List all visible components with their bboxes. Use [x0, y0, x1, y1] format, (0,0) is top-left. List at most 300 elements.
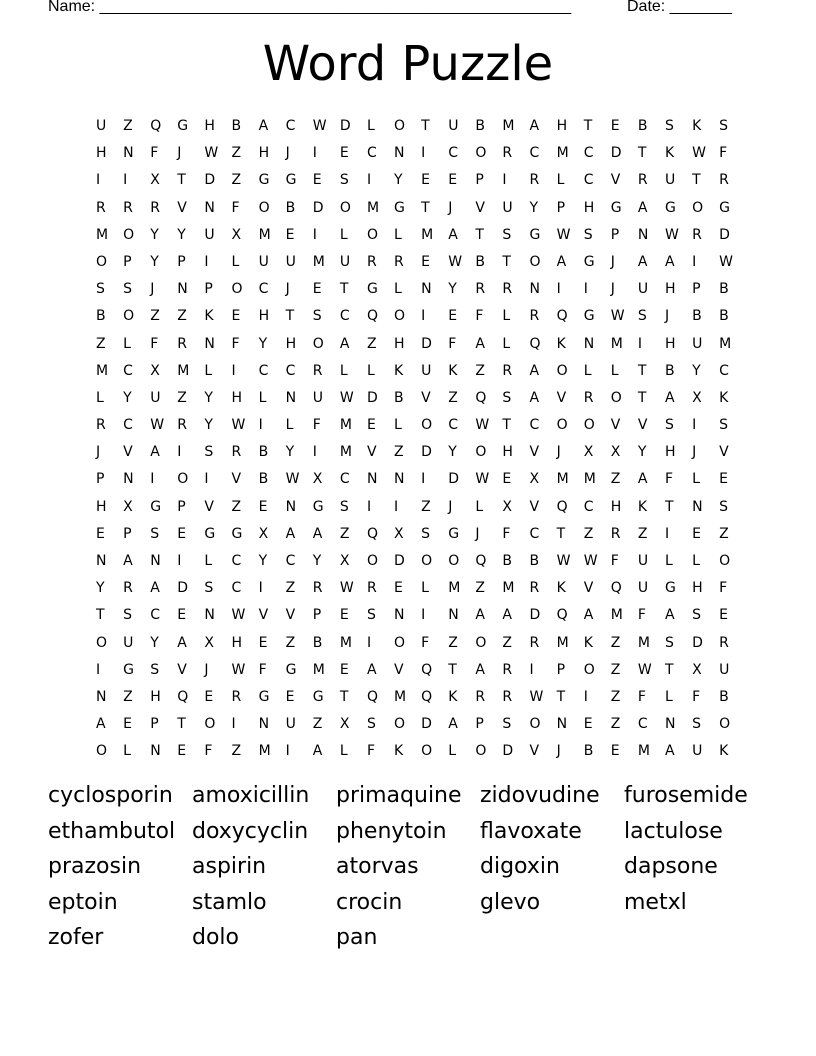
grid-row	[96, 412, 746, 439]
grid-letter: S	[719, 417, 729, 434]
word-list-item: glevo	[480, 889, 541, 915]
grid-letter: Q	[556, 607, 568, 624]
grid-letter: I	[394, 498, 399, 515]
grid-row	[96, 358, 746, 385]
grid-letter: N	[692, 498, 703, 515]
word-list-item: ethambutol	[48, 818, 176, 844]
grid-letter: H	[231, 389, 242, 406]
grid-letter: L	[692, 553, 700, 569]
grid-letter: W	[556, 553, 571, 569]
grid-letter: W	[150, 417, 165, 434]
grid-letter: I	[583, 688, 588, 705]
grid-letter: K	[556, 335, 566, 352]
grid-letter: G	[258, 688, 270, 705]
grid-letter: A	[339, 335, 350, 352]
grid-letter: A	[448, 716, 458, 733]
grid-letter: U	[339, 253, 351, 270]
grid-row	[96, 249, 746, 276]
grid-letter: N	[150, 743, 161, 760]
grid-letter: E	[285, 226, 295, 243]
grid-letter: I	[637, 335, 643, 352]
grid-letter: O	[421, 743, 433, 760]
grid-letter: W	[312, 118, 327, 134]
grid-letter: W	[339, 580, 354, 597]
grid-row	[96, 439, 746, 466]
grid-letter: H	[285, 335, 297, 352]
grid-letter: D	[366, 389, 378, 406]
grid-letter: M	[556, 471, 569, 488]
grid-letter: Y	[177, 226, 186, 243]
grid-letter: T	[285, 308, 295, 325]
grid-letter: C	[529, 417, 540, 434]
grid-letter: C	[719, 362, 729, 379]
grid-letter: E	[177, 607, 187, 624]
grid-letter: N	[204, 335, 215, 352]
grid-letter: L	[583, 362, 592, 379]
grid-letter: O	[366, 226, 378, 243]
grid-letter: V	[637, 417, 648, 434]
grid-letter: E	[502, 471, 512, 488]
grid-letter: D	[421, 444, 432, 461]
grid-letter: F	[637, 688, 646, 705]
grid-letter: N	[394, 471, 405, 488]
grid-letter: V	[475, 199, 485, 216]
grid-letter: L	[339, 362, 348, 379]
grid-letter: B	[664, 362, 675, 379]
grid-letter: R	[231, 688, 242, 705]
grid-letter: W	[664, 226, 679, 243]
grid-letter: X	[258, 525, 269, 542]
grid-letter: G	[312, 688, 324, 705]
grid-letter: M	[258, 226, 271, 243]
grid-letter: A	[529, 118, 540, 134]
grid-letter: U	[150, 389, 161, 406]
grid-letter: P	[96, 471, 105, 488]
grid-letter: C	[366, 145, 377, 162]
grid-letter: Q	[556, 498, 568, 515]
grid-letter: L	[366, 118, 375, 134]
grid-letter: D	[177, 580, 189, 597]
grid-letter: N	[529, 281, 540, 298]
grid-letter: C	[231, 580, 242, 597]
grid-letter: O	[204, 716, 216, 733]
grid-letter: G	[664, 199, 676, 216]
grid-letter: K	[719, 743, 729, 760]
grid-letter: H	[258, 145, 270, 162]
grid-letter: Y	[692, 362, 701, 379]
grid-letter: B	[583, 743, 594, 760]
grid-letter: G	[529, 226, 541, 243]
grid-letter: Q	[421, 688, 433, 705]
grid-letter: O	[231, 281, 243, 298]
grid-letter: P	[556, 661, 566, 678]
grid-letter: P	[312, 607, 322, 624]
grid-letter: R	[366, 580, 377, 597]
grid-letter: N	[285, 389, 297, 406]
grid-letter: O	[583, 661, 595, 678]
grid-letter: O	[394, 634, 406, 651]
grid-letter: W	[529, 688, 544, 705]
grid-letter: M	[96, 362, 109, 379]
grid-letter: F	[312, 417, 321, 434]
grid-letter: J	[285, 281, 290, 298]
grid-letter: J	[556, 444, 561, 461]
grid-letter: P	[150, 716, 159, 733]
grid-letter: Z	[177, 389, 187, 406]
grid-letter: Y	[150, 253, 159, 270]
grid-letter: T	[421, 199, 430, 216]
grid-letter: N	[177, 281, 188, 298]
header-line	[48, 0, 748, 20]
grid-letter: M	[312, 661, 325, 678]
grid-letter: L	[258, 389, 267, 406]
word-list-row	[48, 816, 768, 852]
grid-letter: T	[692, 172, 701, 189]
grid-letter: B	[475, 253, 485, 270]
grid-letter: Y	[150, 634, 159, 651]
grid-letter: W	[556, 226, 571, 243]
grid-letter: C	[231, 553, 242, 569]
grid-letter: W	[583, 553, 598, 569]
grid-letter: Z	[96, 335, 106, 352]
grid-letter: B	[475, 118, 485, 134]
grid-letter: F	[231, 199, 240, 216]
grid-letter: H	[258, 308, 270, 325]
word-list-row	[48, 780, 768, 816]
grid-letter: C	[583, 498, 594, 515]
grid-letter: J	[177, 145, 182, 162]
grid-letter: R	[475, 281, 486, 298]
grid-letter: L	[475, 498, 484, 515]
grid-letter: I	[529, 661, 534, 678]
grid-letter: C	[123, 362, 133, 379]
grid-letter: V	[529, 743, 540, 760]
word-list-item: furosemide	[624, 783, 748, 808]
word-list-item: cyclosporin	[48, 783, 173, 808]
grid-letter: O	[96, 634, 108, 651]
grid-letter: L	[339, 743, 348, 760]
grid-letter: W	[285, 471, 300, 488]
grid-letter: T	[421, 118, 430, 134]
grid-letter: A	[502, 607, 512, 624]
grid-letter: Y	[448, 281, 457, 298]
grid-letter: T	[556, 688, 566, 705]
grid-letter: F	[502, 525, 511, 542]
grid-letter: X	[123, 498, 133, 515]
grid-letter: O	[475, 145, 487, 162]
grid-letter: J	[204, 661, 209, 678]
grid-letter: S	[502, 716, 512, 733]
grid-row	[96, 113, 746, 140]
grid-letter: H	[583, 199, 595, 216]
grid-letter: U	[637, 553, 649, 569]
grid-letter: X	[231, 226, 242, 243]
grid-letter: N	[556, 716, 568, 733]
grid-letter: Z	[394, 444, 404, 461]
grid-letter: X	[692, 661, 702, 678]
grid-letter: A	[312, 525, 323, 542]
grid-letter: R	[150, 199, 160, 216]
grid-letter: G	[123, 661, 134, 678]
grid-letter: U	[664, 172, 676, 189]
grid-letter: F	[610, 553, 619, 569]
grid-letter: R	[366, 253, 377, 270]
grid-letter: F	[475, 308, 484, 325]
grid-letter: D	[421, 335, 432, 352]
grid-letter: I	[312, 226, 317, 243]
grid-letter: K	[583, 634, 593, 651]
grid-letter: A	[96, 716, 106, 733]
grid-letter: L	[285, 417, 294, 434]
grid-letter: P	[692, 281, 701, 298]
grid-letter: D	[692, 634, 703, 651]
grid-letter: O	[258, 199, 270, 216]
grid-letter: N	[150, 553, 161, 569]
grid-letter: X	[692, 389, 702, 406]
grid-letter: A	[475, 607, 485, 624]
grid-letter: O	[692, 199, 704, 216]
grid-row	[96, 657, 746, 684]
grid-letter: W	[204, 145, 219, 162]
grid-letter: P	[556, 199, 566, 216]
grid-letter: S	[692, 607, 701, 624]
grid-letter: Z	[231, 172, 242, 189]
grid-letter: O	[96, 253, 108, 270]
grid-letter: J	[150, 281, 155, 298]
grid-letter: I	[366, 172, 372, 189]
grid-row	[96, 575, 746, 602]
grid-letter: Z	[366, 335, 377, 352]
grid-letter: J	[692, 444, 697, 461]
grid-letter: S	[204, 580, 214, 597]
grid-letter: F	[637, 607, 646, 624]
grid-letter: M	[339, 444, 352, 461]
grid-letter: A	[312, 743, 323, 760]
grid-letter: R	[475, 688, 486, 705]
grid-letter: I	[421, 471, 426, 488]
grid-letter: N	[421, 281, 432, 298]
grid-letter: R	[502, 661, 513, 678]
grid-letter: L	[366, 362, 375, 379]
grid-letter: I	[421, 145, 426, 162]
grid-letter: F	[719, 580, 728, 597]
grid-letter: X	[610, 444, 621, 461]
grid-letter: O	[556, 362, 568, 379]
grid-letter: Z	[475, 580, 485, 597]
grid-row	[96, 222, 746, 249]
grid-letter: U	[285, 253, 296, 270]
grid-letter: H	[231, 634, 242, 651]
grid-letter: N	[448, 607, 459, 624]
grid-letter: C	[529, 145, 540, 162]
grid-letter: U	[719, 661, 730, 678]
grid-letter: V	[258, 607, 269, 624]
grid-letter: B	[258, 471, 269, 488]
grid-letter: R	[583, 389, 594, 406]
grid-letter: E	[692, 525, 701, 542]
grid-letter: A	[637, 199, 648, 216]
grid-letter: H	[664, 281, 676, 298]
grid-letter: O	[421, 553, 433, 569]
grid-letter: G	[583, 253, 595, 270]
grid-letter: M	[96, 226, 109, 243]
grid-letter: C	[448, 145, 458, 162]
grid-letter: U	[96, 118, 107, 134]
grid-letter: K	[394, 362, 404, 379]
grid-letter: L	[204, 553, 213, 569]
grid-letter: G	[610, 199, 622, 216]
grid-letter: G	[231, 525, 243, 542]
grid-row	[96, 521, 746, 548]
grid-letter: F	[150, 145, 159, 162]
word-list-item: primaquine	[336, 783, 462, 808]
grid-letter: Z	[583, 525, 594, 542]
grid-letter: V	[204, 498, 214, 515]
grid-letter: I	[231, 716, 236, 733]
grid-letter: P	[475, 716, 484, 733]
grid-letter: J	[285, 145, 290, 162]
grid-letter: S	[339, 498, 349, 515]
grid-letter: C	[529, 525, 540, 542]
grid-letter: U	[421, 362, 432, 379]
grid-letter: M	[339, 417, 352, 434]
grid-letter: Y	[204, 389, 213, 406]
grid-letter: I	[96, 661, 101, 678]
grid-letter: S	[150, 525, 160, 542]
grid-letter: V	[366, 444, 377, 461]
grid-letter: M	[583, 471, 596, 488]
grid-letter: Z	[610, 471, 621, 488]
grid-letter: C	[339, 471, 350, 488]
grid-letter: Q	[610, 580, 622, 597]
grid-letter: B	[637, 118, 648, 134]
grid-letter: E	[258, 498, 268, 515]
grid-letter: L	[448, 743, 457, 760]
word-list-item: aspirin	[192, 854, 267, 879]
grid-letter: I	[285, 743, 290, 760]
grid-letter: H	[556, 118, 568, 134]
grid-letter: Q	[475, 553, 487, 569]
grid-letter: I	[583, 281, 588, 298]
grid-row	[96, 711, 746, 738]
grid-letter: Y	[285, 444, 295, 461]
grid-letter: R	[719, 172, 729, 189]
grid-letter: T	[96, 607, 105, 624]
grid-row	[96, 303, 746, 330]
grid-letter: Z	[285, 580, 296, 597]
grid-letter: O	[475, 634, 487, 651]
date-field-label[interactable]: Date: _______	[627, 0, 732, 15]
grid-letter: D	[610, 145, 622, 162]
grid-letter: R	[312, 580, 323, 597]
grid-letter: R	[177, 417, 188, 434]
grid-letter: Z	[339, 525, 350, 542]
grid-letter: B	[529, 553, 540, 569]
grid-letter: T	[583, 118, 593, 134]
grid-letter: N	[96, 688, 107, 705]
grid-letter: Z	[610, 634, 621, 651]
grid-letter: D	[394, 553, 405, 569]
grid-letter: L	[664, 553, 673, 569]
grid-letter: T	[637, 389, 647, 406]
word-list-row	[48, 887, 768, 923]
grid-row	[96, 602, 746, 629]
grid-letter: K	[394, 743, 404, 760]
grid-letter: I	[312, 444, 317, 461]
grid-letter: E	[719, 607, 729, 624]
grid-letter: O	[610, 389, 622, 406]
grid-letter: I	[312, 145, 317, 162]
grid-letter: M	[312, 253, 325, 270]
grid-letter: H	[394, 335, 405, 352]
grid-row	[96, 684, 746, 711]
grid-letter: Y	[204, 417, 213, 434]
grid-letter: V	[177, 661, 187, 678]
grid-letter: U	[637, 281, 649, 298]
grid-letter: I	[421, 308, 426, 325]
grid-letter: D	[719, 226, 730, 243]
grid-letter: S	[421, 525, 431, 542]
grid-letter: F	[150, 335, 159, 352]
grid-letter: U	[692, 335, 703, 352]
grid-letter: C	[150, 607, 160, 624]
grid-letter: U	[692, 743, 703, 760]
grid-letter: N	[366, 471, 378, 488]
grid-letter: U	[502, 199, 513, 216]
grid-letter: Z	[610, 716, 621, 733]
grid-letter: R	[610, 525, 621, 542]
grid-letter: J	[96, 444, 101, 461]
grid-letter: V	[123, 444, 133, 461]
grid-letter: F	[719, 145, 728, 162]
grid-letter: W	[610, 308, 625, 325]
grid-letter: G	[664, 580, 676, 597]
grid-letter: S	[366, 716, 376, 733]
grid-letter: M	[258, 743, 271, 760]
grid-letter: O	[556, 417, 568, 434]
grid-letter: K	[664, 145, 675, 162]
grid-letter: U	[285, 716, 296, 733]
grid-letter: J	[664, 308, 670, 325]
word-list-item: lactulose	[624, 818, 723, 844]
grid-letter: Z	[610, 661, 621, 678]
grid-letter: E	[610, 118, 620, 134]
grid-letter: B	[231, 118, 242, 134]
grid-letter: M	[366, 199, 380, 216]
grid-letter: O	[339, 199, 351, 216]
grid-letter: O	[312, 335, 324, 352]
word-list-item: doxycyclin	[192, 818, 309, 844]
grid-letter: R	[502, 145, 513, 162]
grid-letter: W	[475, 417, 490, 434]
grid-letter: T	[664, 498, 674, 515]
grid-letter: M	[556, 145, 569, 162]
grid-letter: A	[583, 607, 594, 624]
grid-letter: A	[664, 743, 675, 760]
grid-letter: W	[231, 607, 246, 624]
grid-letter: W	[637, 661, 652, 678]
grid-letter: Q	[366, 688, 378, 705]
grid-letter: E	[339, 661, 349, 678]
word-list-item: flavoxate	[480, 818, 582, 844]
grid-letter: A	[258, 118, 269, 134]
grid-letter: E	[421, 253, 430, 270]
name-field-label[interactable]: Name: _____________________________________________________	[48, 0, 572, 15]
grid-letter: O	[448, 553, 460, 569]
grid-letter: V	[719, 444, 729, 461]
grid-letter: R	[502, 362, 513, 379]
grid-letter: E	[394, 580, 403, 597]
